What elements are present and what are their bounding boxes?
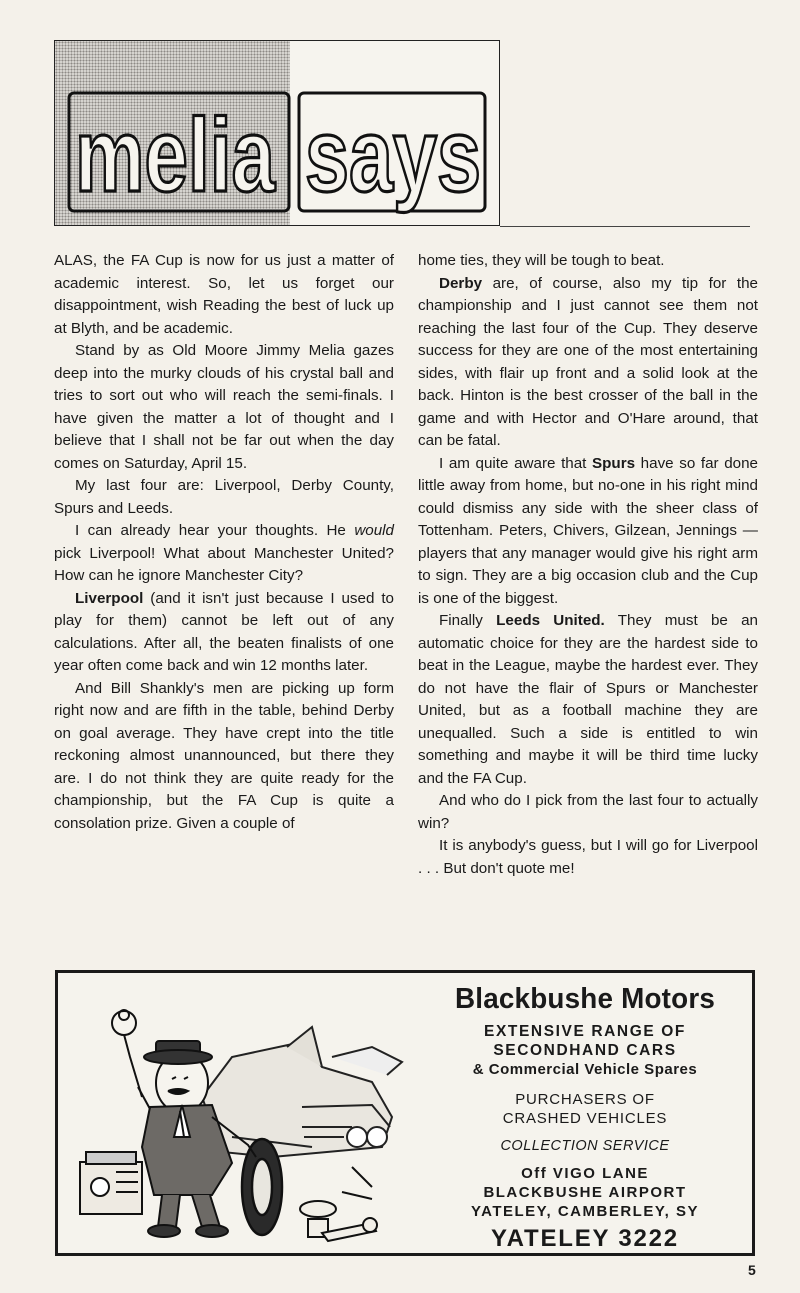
advert-address-line: Off VIGO LANE	[521, 1165, 649, 1182]
article-paragraph: My last four are: Liverpool, Derby County, Spurs and Leeds.	[54, 477, 394, 517]
article-paragraph: And Bill Shankly's men are picking up form right now and are fifth in the table, behind Derby on goal average. They have crept into the title reckoning almost unannounced, but there they are. I do not think they are quite ready for the championship, but the FA Cup is quite a consolation prize. Given a couple of	[54, 679, 394, 832]
article-paragraph	[54, 520, 394, 588]
team-name-leeds: Leeds United.	[496, 612, 605, 629]
advertisement	[55, 970, 755, 1256]
team-name-liverpool: Liverpool	[75, 589, 144, 607]
article-paragraph	[54, 588, 394, 678]
article-paragraph	[418, 610, 758, 790]
cartoon-salesman-illustration	[72, 987, 432, 1247]
article-paragraph: home ties, they will be tough to beat.	[418, 252, 665, 269]
article-text: (and it isn't just because I used to play for them) cannot be left out of any calculations. After all, the beaten finalists of one year often come back and win 12 months later.	[54, 589, 394, 674]
article-paragraph: It is anybody's guess, but I will go for Liverpool . . . But don't quote me!	[418, 837, 758, 877]
advert-address	[430, 1164, 740, 1221]
article-text: I am quite aware that	[439, 454, 593, 472]
masthead-rule	[500, 226, 750, 227]
advert-range-line: EXTENSIVE RANGE OF	[484, 1023, 686, 1040]
article-column-left	[54, 250, 394, 835]
masthead-title	[55, 41, 501, 227]
advertisement-text	[430, 979, 740, 1253]
masthead	[54, 40, 500, 226]
article-paragraph	[418, 273, 758, 453]
advert-address-line: YATELEY, CAMBERLEY, SY	[470, 1203, 700, 1220]
article-paragraph	[418, 453, 758, 611]
article-text: They must be an automatic choice for they are the hardest side to beat in the League, maybe the hardest ever. They do not have the flair of Spurs or Manchester United, but as a football machine they are unequalled. Such a side is entitled to win something and maybe it will be third time lucky and the FA Cup.	[418, 612, 758, 787]
company-name: Blackbushe Motors	[454, 983, 716, 1015]
article-column-right	[418, 250, 758, 880]
article-text: I can already hear your thoughts. He	[75, 522, 355, 539]
article-emphasis: would	[354, 522, 394, 539]
advert-range-line: SECONDHAND CARS	[493, 1042, 677, 1059]
advert-range	[430, 1022, 740, 1060]
article-text: are, of course, also my tip for the championship and I just cannot see them not reaching the last four of the Cup. They deserve success for they are one of the most entertaining sides, with flair up front and a solid look at the back. Hinton is the best crosser of the ball in the game and with Hector and O'Hare around, that can be fatal.	[418, 274, 758, 449]
article-paragraph: ALAS, the FA Cup is now for us just a matter of academic interest. So, let us forget our disappointment, wish Reading the best of luck up at Blyth, and be academic.	[54, 252, 394, 337]
advert-collection-service: COLLECTION SERVICE	[500, 1138, 670, 1154]
advert-purchasers-line: PURCHASERS OF	[515, 1091, 655, 1108]
team-name-spurs: Spurs	[592, 454, 636, 472]
masthead-word-melia: melia	[75, 98, 276, 214]
advert-purchasers-line: CRASHED VEHICLES	[502, 1109, 668, 1127]
article-text: pick Liverpool! What about Manchester United? How can he ignore Manchester City?	[54, 544, 394, 584]
advert-address-line: BLACKBUSHE AIRPORT	[483, 1184, 687, 1201]
masthead-word-says: says	[305, 98, 481, 214]
advert-phone-number: YATELEY 3222	[491, 1225, 679, 1252]
article-paragraph: And who do I pick from the last four to actually win?	[418, 792, 758, 832]
article-text: have so far done little away from home, but no-one in his right mind could dismiss any side with the sheer class of Tottenham. Peters, Chivers, Gilzean, Jennings — players that any manager would give his right arm to sign. They are a big occasion club and the Cup is one of the biggest.	[418, 454, 758, 607]
advert-spares: & Commercial Vehicle Spares	[472, 1061, 698, 1078]
team-name-derby: Derby	[439, 274, 483, 292]
page-number: 5	[748, 1262, 756, 1278]
article-text: Finally	[439, 612, 497, 629]
article-paragraph: Stand by as Old Moore Jimmy Melia gazes deep into the murky clouds of his crystal ball and tries to sort out who will reach the semi-finals. I have given the matter a lot of thought and I believe that I shall not be far out when the day comes on Saturday, April 15.	[54, 342, 394, 472]
advert-purchasers	[430, 1091, 740, 1128]
